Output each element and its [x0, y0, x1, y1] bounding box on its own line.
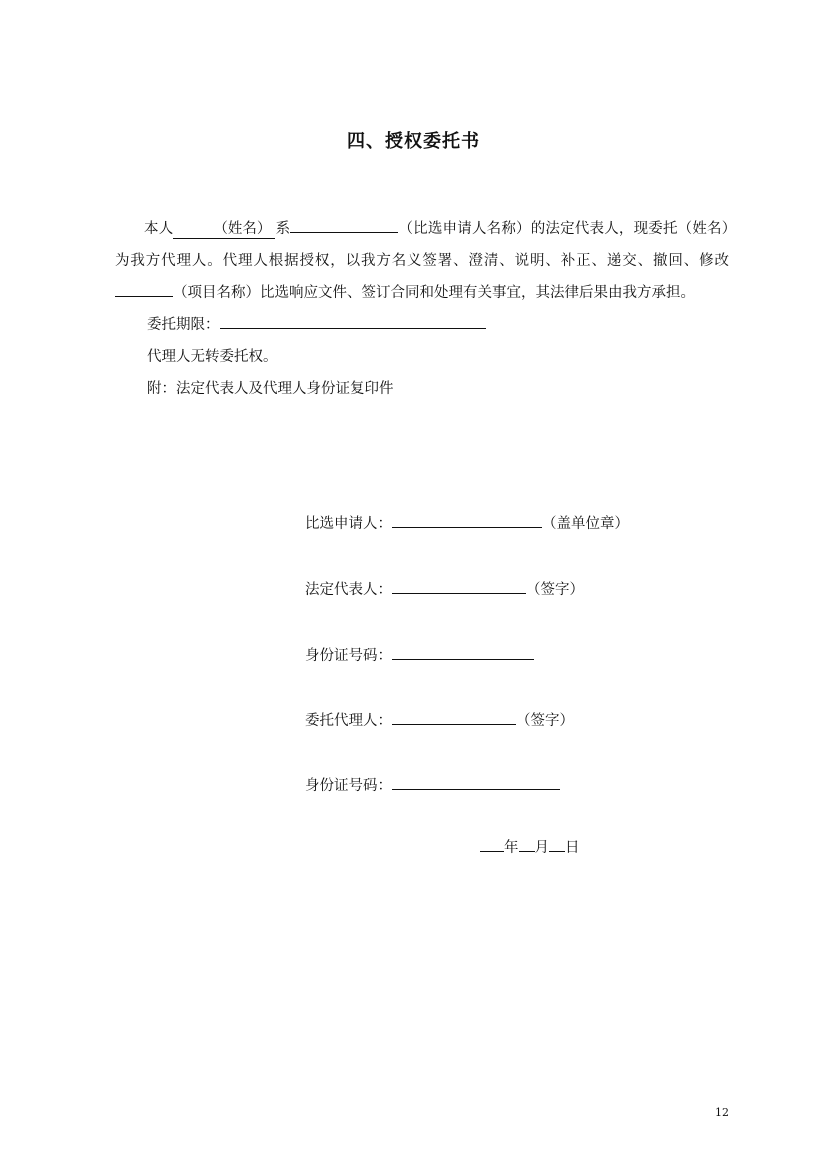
signature-label: 法定代表人： [305, 582, 392, 598]
signature-row-legal-rep-id [305, 644, 745, 665]
intro-prefix: 本人 [144, 221, 174, 237]
signature-suffix: （签字） [516, 713, 574, 729]
intro-connector: 系 [275, 221, 291, 237]
applicant-name-blank[interactable] [290, 218, 398, 233]
month-label: 月 [534, 840, 549, 856]
term-line [115, 309, 729, 341]
signing-date [480, 836, 580, 857]
signature-label: 比选申请人： [305, 516, 392, 532]
page-title: 四、授权委托书 [347, 131, 480, 152]
no-sub-delegation-line: 代理人无转委托权。 [147, 349, 278, 365]
signature-label: 委托代理人： [305, 713, 392, 729]
authorization-body [115, 213, 729, 405]
day-label: 日 [565, 840, 580, 856]
signature-row-agent [305, 709, 745, 730]
project-name-blank[interactable] [115, 282, 173, 297]
applicant-text: （比选申请人名称）的法定代表人，现委托（姓名）为我方代理人。代理人根据授权，以我方名义签署、澄清、说明、补正、递交、撤回、修改 [115, 221, 730, 269]
year-label: 年 [504, 840, 519, 856]
principal-name-field[interactable]: （姓名） [173, 220, 275, 239]
attachment-line: 附：法定代表人及代理人身份证复印件 [147, 381, 394, 397]
signature-row-applicant [305, 512, 745, 533]
term-blank[interactable] [220, 314, 486, 329]
page-number: 12 [715, 1106, 729, 1119]
signature-row-legal-rep [305, 578, 745, 599]
term-label: 委托期限： [147, 317, 220, 333]
signature-blank[interactable] [392, 513, 542, 528]
signature-blank[interactable] [392, 710, 516, 725]
signature-label: 身份证号码： [305, 778, 392, 794]
project-text: （项目名称）比选响应文件、签订合同和处理有关事宜，其法律后果由我方承担。 [173, 285, 695, 301]
authorization-paragraph [115, 213, 729, 309]
signature-suffix: （盖单位章） [542, 516, 629, 532]
year-blank[interactable] [480, 837, 504, 852]
signature-blank[interactable] [392, 775, 560, 790]
signature-blank[interactable] [392, 645, 534, 660]
day-blank[interactable] [549, 837, 565, 852]
signature-row-agent-id [305, 774, 745, 795]
signature-suffix: （签字） [526, 582, 584, 598]
signature-blank[interactable] [392, 579, 526, 594]
month-blank[interactable] [519, 837, 535, 852]
signature-label: 身份证号码： [305, 648, 392, 664]
